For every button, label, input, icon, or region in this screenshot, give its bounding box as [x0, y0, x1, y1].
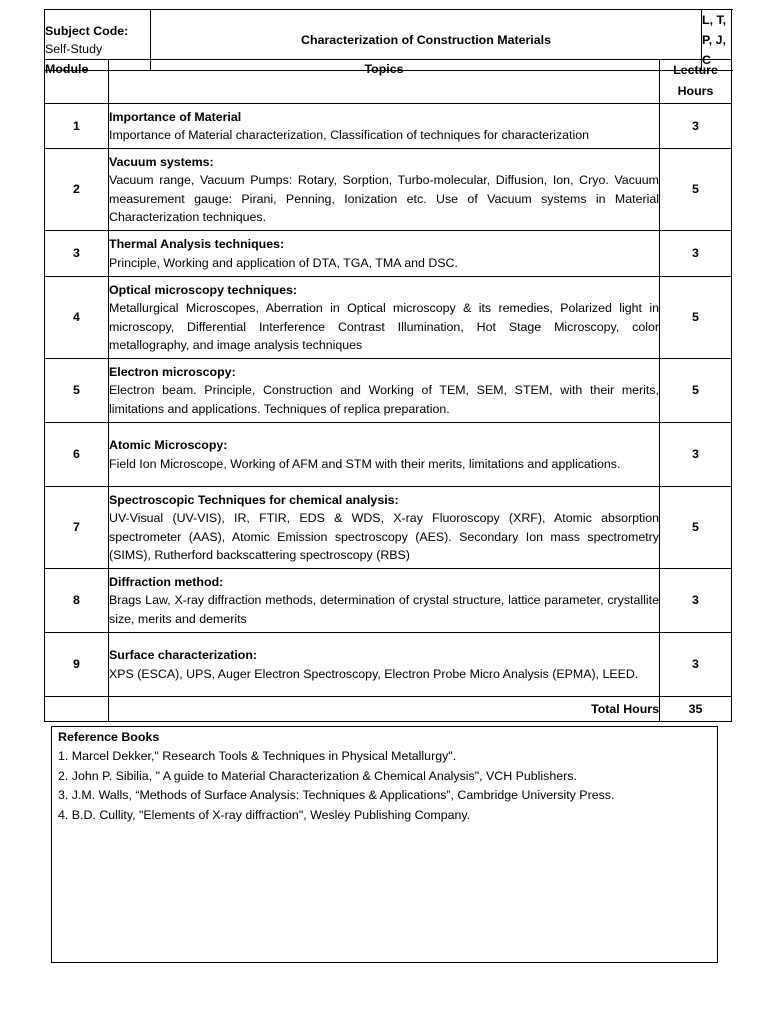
reference-item: 1. Marcel Dekker," Research Tools & Techniques in Physical Metallurgy".: [58, 749, 457, 764]
module-body: Electron beam. Principle, Construction and Working of TEM, SEM, STEM, with their merits, limitations and applications. Techniques of replica preparation.: [109, 383, 659, 416]
module-body: Importance of Material characterization, Classification of techniques for characterization: [109, 128, 590, 142]
module-topic: [109, 104, 660, 149]
reference-item: 4. B.D. Cullity, "Elements of X-ray diffraction", Wesley Publishing Company.: [58, 807, 471, 822]
column-header-topics: Topics: [109, 60, 660, 104]
module-topic: [109, 633, 660, 697]
module-title: Diffraction method:: [109, 574, 224, 589]
module-hours: 5: [660, 149, 732, 231]
total-empty-cell: [45, 697, 109, 722]
module-title: Vacuum systems:: [109, 154, 214, 169]
modules-table: [44, 59, 732, 722]
module-hours: 3: [660, 633, 732, 697]
module-number: 3: [45, 231, 109, 277]
total-row: [45, 697, 732, 722]
module-number: 6: [45, 423, 109, 487]
module-row: [45, 633, 732, 697]
subject-code-label: Subject Code:: [45, 23, 129, 38]
module-number: 9: [45, 633, 109, 697]
module-body: Principle, Working and application of DTA, TGA, TMA and DSC.: [109, 255, 458, 270]
subject-code-value: Self-Study: [45, 42, 103, 56]
reference-item: 3. J.M. Walls, “Methods of Surface Analysis: Techniques & Applications”, Cambridge University Press.: [58, 788, 615, 803]
module-number: 1: [45, 104, 109, 149]
module-body: Vacuum range, Vacuum Pumps: Rotary, Sorption, Turbo-molecular, Diffusion, Ion, Cryo. Vacuum measurement gauge: Pirani, Penning, Ionization etc. Use of Vacuum systems in Material Characterization techniques.: [109, 173, 659, 224]
module-body: Brags Law, X-ray diffraction methods, determination of crystal structure, lattice parameter, crystallite size, merits and demerits: [109, 593, 659, 626]
module-number: 4: [45, 277, 109, 359]
module-title: Electron microscopy:: [109, 364, 236, 379]
module-title: Atomic Microscopy:: [109, 438, 228, 453]
column-header-lecture-hours: Lecture Hours: [660, 60, 732, 104]
module-number: 7: [45, 487, 109, 569]
module-body: Metallurgical Microscopes, Aberration in Optical microscopy & its remedies, Polarized light in microscopy, Differential Interference Contrast Illumination, Hot Stage Microscopy, color metallography, and image analysis techniques: [109, 301, 659, 352]
module-topic: [109, 277, 660, 359]
module-title: Importance of Material: [109, 109, 242, 124]
module-number: 5: [45, 359, 109, 423]
module-row: [45, 231, 732, 277]
module-row: [45, 104, 732, 149]
module-topic: [109, 359, 660, 423]
module-topic: [109, 487, 660, 569]
reference-list: [52, 747, 717, 825]
module-number: 2: [45, 149, 109, 231]
reference-books-box: [51, 726, 718, 963]
column-header-row: [45, 60, 732, 104]
module-row: [45, 423, 732, 487]
total-hours-value: 35: [660, 697, 732, 722]
module-number: 8: [45, 569, 109, 633]
module-hours: 5: [660, 487, 732, 569]
total-hours-label: Total Hours: [109, 697, 660, 722]
module-row: [45, 149, 732, 231]
module-topic: [109, 231, 660, 277]
module-body: Field Ion Microscope, Working of AFM and STM with their merits, limitations and applications.: [109, 456, 621, 471]
module-hours: 3: [660, 569, 732, 633]
module-hours: 3: [660, 231, 732, 277]
module-title: Spectroscopic Techniques for chemical analysis:: [109, 492, 399, 507]
module-hours: 3: [660, 423, 732, 487]
module-row: [45, 569, 732, 633]
module-hours: 3: [660, 104, 732, 149]
module-title: Thermal Analysis techniques:: [109, 237, 285, 252]
module-hours: 5: [660, 277, 732, 359]
ltpjc-label: L, T, P, J, C: [702, 10, 732, 71]
module-row: [45, 359, 732, 423]
module-hours: 5: [660, 359, 732, 423]
reference-item: 2. John P. Sibilia, " A guide to Material Characterization & Chemical Analysis", VCH Publishers.: [58, 768, 577, 783]
column-header-module: Module: [45, 60, 109, 104]
module-topic: [109, 423, 660, 487]
module-title: Surface characterization:: [109, 648, 258, 663]
module-body: XPS (ESCA), UPS, Auger Electron Spectroscopy, Electron Probe Micro Analysis (EPMA), LEED.: [109, 666, 639, 681]
reference-books-title: Reference Books: [58, 730, 160, 744]
module-topic: [109, 149, 660, 231]
module-row: [45, 487, 732, 569]
module-row: [45, 277, 732, 359]
course-title: Characterization of Construction Materials: [151, 10, 702, 71]
module-topic: [109, 569, 660, 633]
module-title: Optical microscopy techniques:: [109, 282, 297, 297]
module-body: UV-Visual (UV-VIS), IR, FTIR, EDS & WDS, X-ray Fluoroscopy (XRF), Atomic absorption spectrometer (AAS), Atomic Emission spectroscopy (AES). Secondary Ion mass spectrometry (SIMS), Rutherford backscattering spectroscopy (RBS): [109, 511, 659, 562]
